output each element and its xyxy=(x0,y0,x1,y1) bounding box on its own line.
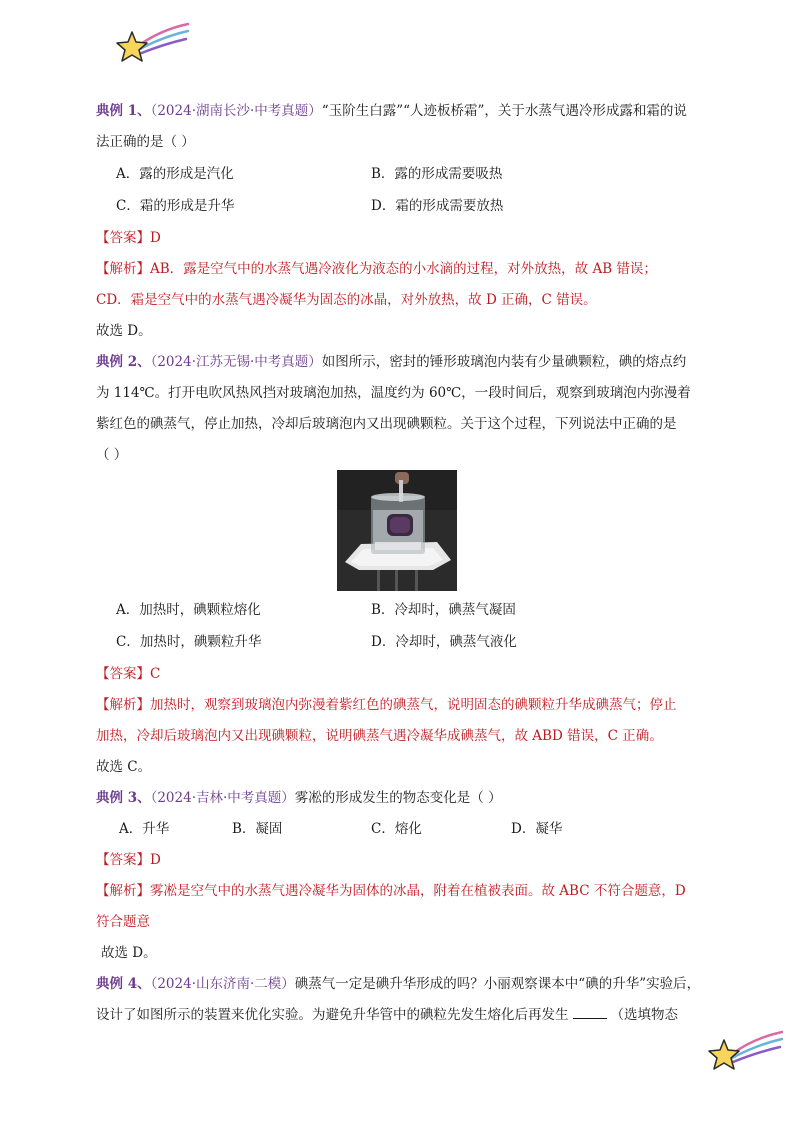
example-1-label: 典例 1、 xyxy=(96,103,151,119)
example-4-label: 典例 4、 xyxy=(96,976,151,992)
example-2-conclusion: 故选 C。 xyxy=(96,759,152,775)
example-1-stem-line-1 xyxy=(96,101,687,121)
example-3-option-b: B．凝固 xyxy=(232,821,283,837)
example-2-analysis-text: 加热时，观察到玻璃泡内弥漫着紫红色的碘蒸气，说明固态的碘颗粒升华成碘蒸气；停止 xyxy=(150,697,677,713)
example-4-stem-text-2a: 设计了如图所示的装置来优化实验。为避免升华管中的碘粒先发生熔化后再发生 xyxy=(96,1007,569,1023)
example-1-stem-text: “玉阶生白露”“人迹板桥霜”，关于水蒸气遇冷形成露和霜的说 xyxy=(321,103,687,119)
example-2-stem-line-4: （ ） xyxy=(96,447,128,463)
example-2-stem-text: 如图所示，密封的锤形玻璃泡内装有少量碘颗粒，碘的熔点约 xyxy=(321,354,687,370)
example-1-analysis-line-1 xyxy=(96,259,657,279)
example-2-source: （2024·江苏无锡·中考真题） xyxy=(150,354,322,370)
example-2-stem-line-3: 紫红色的碘蒸气，停止加热，冷却后玻璃泡内又出现碘颗粒。关于这个过程，下列说法中正确的是 xyxy=(96,416,677,432)
example-1-source: （2024·湖南长沙·中考真题） xyxy=(150,103,322,119)
example-2-option-b: B．冷却时，碘蒸气凝固 xyxy=(371,602,516,618)
example-3-stem-text: 雾凇的形成发生的物态变化是（ ） xyxy=(294,790,502,806)
example-1-analysis-line-2: CD．霜是空气中的水蒸气遇冷凝华为固态的冰晶，对外放热，故 D 正确，C 错误。 xyxy=(96,292,597,308)
example-2-analysis-label: 【解析】 xyxy=(96,697,150,713)
example-4-stem-line-1 xyxy=(96,974,700,994)
example-3-answer: 【答案】D xyxy=(96,852,161,868)
shooting-star-decoration-top xyxy=(112,20,190,64)
example-1-analysis-text: AB．露是空气中的水蒸气遇冷液化为液态的小水滴的过程，对外放热，故 AB 错误； xyxy=(150,261,657,277)
example-3-label: 典例 3、 xyxy=(96,790,151,806)
example-3-option-d: D．凝华 xyxy=(511,821,563,837)
example-4-source: （2024·山东济南·二模） xyxy=(150,976,295,992)
example-3-conclusion: 故选 D。 xyxy=(101,945,157,961)
iodine-experiment-photo xyxy=(337,470,457,591)
example-1-stem-line-2: 法正确的是（ ） xyxy=(96,134,195,150)
example-1-option-c: C．霜的形成是升华 xyxy=(116,198,235,214)
example-1-conclusion: 故选 D。 xyxy=(96,323,152,339)
shooting-star-decoration-bottom xyxy=(704,1028,784,1072)
example-2-option-a: A．加热时，碘颗粒熔化 xyxy=(116,602,261,618)
example-1-answer: 【答案】D xyxy=(96,230,161,246)
example-2-option-d: D．冷却时，碘蒸气液化 xyxy=(371,634,517,650)
example-3-stem-line-1 xyxy=(96,788,502,808)
example-3-source: （2024·吉林·中考真题） xyxy=(150,790,295,806)
example-2-analysis-line-1 xyxy=(96,695,677,715)
example-3-option-a: A．升华 xyxy=(119,821,170,837)
example-2-option-c: C．加热时，碘颗粒升华 xyxy=(116,634,262,650)
example-3-analysis-text: 雾凇是空气中的水蒸气遇冷凝华为固体的冰晶，附着在植被表面。故 ABC 不符合题意，D xyxy=(150,883,686,899)
example-1-option-d: D．霜的形成需要放热 xyxy=(371,198,504,214)
example-3-analysis-label: 【解析】 xyxy=(96,883,150,899)
example-3-analysis-line-1 xyxy=(96,881,686,901)
example-2-answer: 【答案】C xyxy=(96,666,161,682)
example-3-analysis-line-2: 符合题意 xyxy=(96,914,150,930)
answer-blank[interactable] xyxy=(573,1006,607,1019)
example-2-label: 典例 2、 xyxy=(96,354,151,370)
example-2-stem-line-1 xyxy=(96,352,686,372)
example-1-option-b: B．露的形成需要吸热 xyxy=(371,166,503,182)
example-1-option-a: A．露的形成是汽化 xyxy=(116,166,234,182)
example-1-analysis-label: 【解析】 xyxy=(96,261,150,277)
example-2-analysis-line-2: 加热，冷却后玻璃泡内又出现碘颗粒，说明碘蒸气遇冷凝华成碘蒸气，故 ABD 错误，C 正确。 xyxy=(96,728,663,744)
example-4-stem-text-2b: （选填物态 xyxy=(610,1007,678,1023)
example-3-option-c: C．熔化 xyxy=(371,821,422,837)
example-2-stem-line-2: 为 114℃。打开电吹风热风挡对玻璃泡加热，温度约为 60℃，一段时间后，观察到玻璃泡内弥漫着 xyxy=(96,385,691,401)
example-4-stem-text: 碘蒸气一定是碘升华形成的吗？小丽观察课本中“碘的升华”实验后， xyxy=(294,976,701,992)
example-4-stem-line-2 xyxy=(96,1005,678,1025)
